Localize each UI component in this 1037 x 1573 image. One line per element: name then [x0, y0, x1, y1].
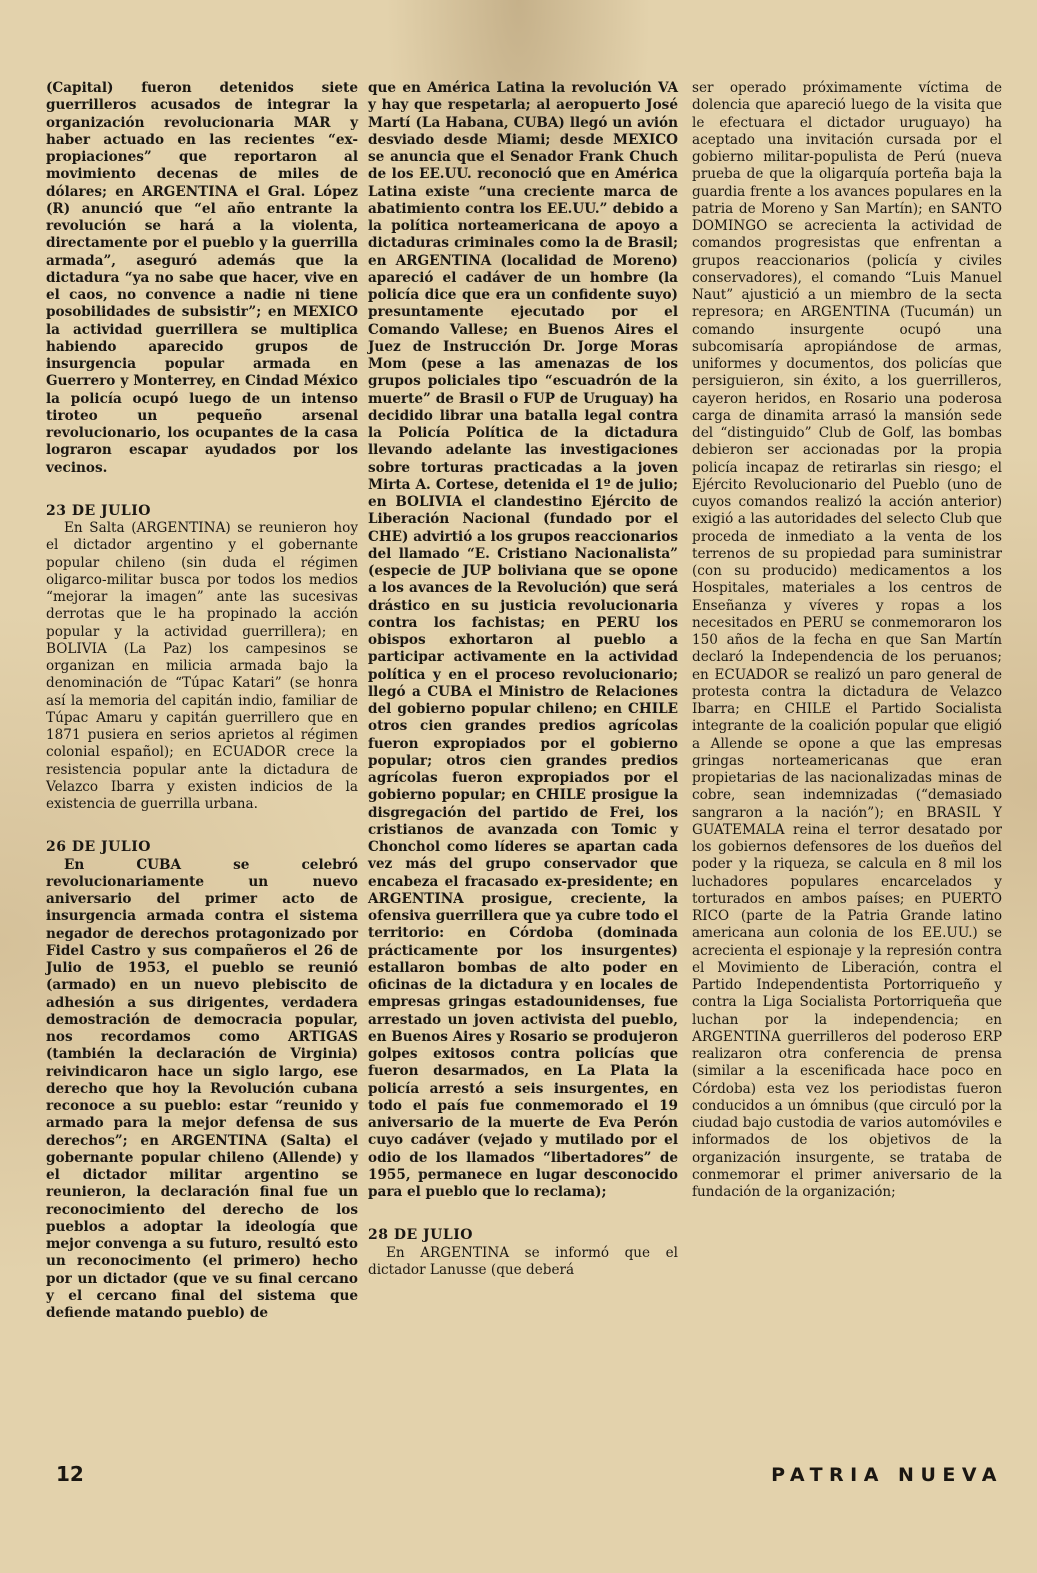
column-middle	[368, 80, 678, 1279]
article-text: En CUBA se celebró revolucionariamente un nuevo aniversario del primer acto de insurgencia armada contra el sistema negador de derechos protagonizado por Fidel Castro y sus compañeros el 26 de Julio de 1953, el pueblo se reunió (armado) en un nuevo plebiscito de adhesión a sus dirigentes, verdadera demostración de democracia popular, nos recordamos como ARTIGAS (también la declaración de Virginia) reivindicaron hace un siglo largo, ese derecho que hoy la Revolución cubana reconoce a su pueblo: estar “reunido y armado para la mejor defensa de sus derechos”; en ARGENTINA (Salta) el gobernante popular chileno (Allende) y el dictador militar argentino se reunieron, la declaración final fue un reconocimiento del derecho de los pueblos a adoptar la ideología que mejor convenga a su futuro, resultó esto un reconocimento (el primero) hecho por un dictador (que ve su final cercano y el cercano final del sistema que defiende matando pueblo) de	[46, 856, 358, 1321]
column-right	[692, 80, 1002, 1201]
page-number: 12	[56, 1462, 84, 1486]
article-text: En Salta (ARGENTINA) se reunieron hoy el dictador argentino y el gobernante popular chileno (sin duda el régimen oligarco-militar busca por todos los medios “mejorar la imagen” ante las sucesivas derrotas que le ha propinado la acción popular y la actividad guerrillera); en BOLIVIA (La Paz) los campesinos se organizan en milicia armada bajo la denominación de “Túpac Katari” (se honra así la memoria del capitán indio, familiar de Túpac Amaru y capitán guerrillero que en 1871 pusiera en serios aprietos al régimen colonial español); en ECUADOR crece la resistencia popular ante la dictadura de Velazco Ibarra y existen indicios de la existencia de guerrilla urbana.	[46, 520, 358, 812]
date-heading: 28 DE JULIO	[368, 1227, 473, 1244]
column-left	[46, 80, 358, 1322]
magazine-title: PATRIA NUEVA	[771, 1464, 1003, 1486]
date-heading: 26 DE JULIO	[46, 839, 151, 856]
article-text: ser operado próximamente víctima de dolencia que apareció luego de la visita que le efectuara el dictador uruguayo) ha aceptado una invitación cursada por el gobierno militar-populista de Perú (nueva prueba de que la oligarquía porteña baja la guardia frente a los avances populares en la patria de Moreno y San Martín); en SANTO DOMINGO se acrecienta la actividad de comandos progresistas que enfrentan a grupos reaccionarios (policía y civiles conservadores), el comando “Luis Manuel Naut” ajustició a un miembro de la secta represora; en ARGENTINA (Tucumán) un comando insurgente ocupó una subcomisaría apropiándose de armas, uniformes y documentos, dos policías que persiguieron, sin éxito, a los guerrilleros, cayeron heridos, en Rosario una poderosa carga de dinamita arrasó la mansión sede del “distinguido” Club de Golf, las bombas debieron ser accionadas por la propia policía incapaz de retirarlas sin riesgo; el Ejército Revolucionario del Pueblo (uno de cuyos comandos realizó la acción anterior) exigió a las autoridades del selecto Club que proceda de inmediato a la venta de los terrenos de su propiedad para suministrar (con su producido) medicamentos a los Hospitales, materiales a los centros de Enseñanza y víveres y ropas a los necesitados en PERU se conmemoraron los 150 años de la fecha en que San Martín declaró la Independencia de los peruanos; en ECUADOR se realizó un paro general de protesta contra la dictadura de Velazco Ibarra; en CHILE el Partido Socialista integrante de la coalición popular que eligió a Allende se opone a que las empresas gringas norteamericanas que eran propietarias de las nacionalizadas minas de cobre, sean indemnizadas (“demasiado sangraron a la nación”); en BRASIL Y GUATEMALA reina el terror desatado por los gobiernos defensores de los dueños del poder y la riqueza, se calcula en 8 mil los luchadores populares encarcelados y torturados en ambos países; en PUERTO RICO (parte de la Patria Grande latino americana aun colonia de los EE.UU.) se acrecienta el espionaje y la represión contra el Movimiento de Liberación, contra el Partido Independentista Portorriqueño y contra la Liga Socialista Portorriqueña que luchan por la independencia; en ARGENTINA guerrilleros del poderoso ERP realizaron otra conferencia de prensa (similar a la escenificada hace poco en Córdoba) esta vez los periodistas fueron conducidos a un ómnibus (que circuló por la ciudad bajo custodia de varios automóviles e informados de los objetivos de la organización insurgente, se trataba de conmemorar el primer aniversario de la fundación de la organización;	[692, 80, 1002, 1200]
date-heading: 23 DE JULIO	[46, 502, 151, 519]
article-text: (Capital) fueron detenidos siete guerrilleros acusados de integrar la organización revolucionaria MAR y haber actuado en las recientes “ex-propiaciones” que reportaron al movimiento decenas de miles de dólares; en ARGENTINA el Gral. López (R) anunció que “el año entrante la revolución se hará a la violenta, directamente por el pueblo y la guerrilla armada”, aseguró además que la dictadura “ya no sabe que hacer, vive en el caos, no convence a nadie ni tiene posobilidades de subsistir”; en MEXICO la actividad guerrillera se multiplica habiendo aparecido grupos de insurgencia popular armada en Guerrero y Monterrey, en Cindad México la policía ocupó luego de un intenso tiroteo un pequeño arsenal revolucionario, los ocupantes de la casa lograron escapar ayudados por los vecinos.	[46, 80, 358, 476]
article-text: En ARGENTINA se informó que el dictador Lanusse (que deberá	[368, 1244, 678, 1278]
article-text: que en América Latina la revolución VA y hay que respetarla; al aeropuerto José Martí (La Habana, CUBA) llegó un avión desviado desde Miami; desde MEXICO se anuncia que el Senador Frank Chuch de los EE.UU. reconoció que en América Latina existe “una creciente marca de abatimiento contra los EE.UU.” debido a la política norteamericana de apoyo a dictaduras criminales como la de Brasil; en ARGENTINA (localidad de Moreno) apareció el cadáver de un hombre (la policía dice que era un confidente suyo) presuntamente ejecutado por el Comando Vallese; en Buenos Aires el Juez de Instrucción Dr. Jorge Moras Mom (pese a las amenazas de los grupos policiales tipo “escuadrón de la muerte” de Brasil o FUP de Uruguay) ha decidido librar una batalla legal contra la Policía Política de la dictadura llevando adelante las investigaciones sobre torturas practicadas a la joven Mirta A. Cortese, detenida el 1º de julio; en BOLIVIA el clandestino Ejército de Liberación Nacional (fundado por el CHE) advirtió a los grupos reaccionarios del llamado “E. Cristiano Nacionalista” (especie de JUP boliviana que se opone a los avances de la Revolución) que será drástico en su justicia revolucionaria contra los fachistas; en PERU los obispos exhortaron al pueblo a participar activamente en la actividad política y en el proceso revolucionario; llegó a CUBA el Ministro de Relaciones del gobierno popular chileno; en CHILE otros cien grandes predios agrícolas fueron expropiados por el gobierno popular; otros cien grandes predios agrícolas fueron expropiados por el gobierno popular; en CHILE prosigue la disgregación del partido de Frei, los cristianos de avanzada con Tomic y Chonchol como líderes se apartan cada vez más del grupo conservador que encabeza el fracasado ex-presidente; en ARGENTINA prosigue, creciente, la ofensiva guerrillera que ya cubre todo el territorio: en Córdoba (dominada prácticamente por los insurgentes) estallaron bombas de alto poder en oficinas de la dictadura y en locales de empresas gringas estadounidenses, fue arrestado un joven activista del pueblo, en Buenos Aires y Rosario se produjeron golpes exitosos contra policías que fueron desarmados, en La Plata la policía arrestó a seis insurgentes, en todo el país fue conmemorado el 19 aniversario de la muerte de Eva Perón cuyo cadáver (vejado y mutilado por el odio de los llamados “libertadores” de 1955, permanece en lugar desconocido para el pueblo que lo reclama);	[368, 80, 678, 1200]
